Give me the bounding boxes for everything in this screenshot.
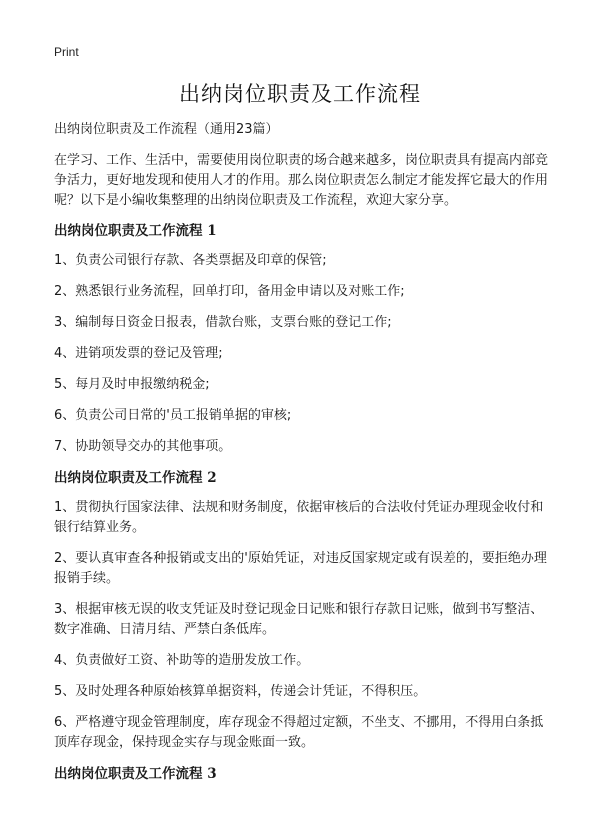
section-heading: 出纳岗位职责及工作流程 2 bbox=[54, 470, 217, 486]
document-body bbox=[54, 120, 548, 794]
list-item: 2、熟悉银行业务流程，回单打印，备用金申请以及对账工作; bbox=[54, 284, 405, 299]
page-title: 出纳岗位职责及工作流程 bbox=[179, 82, 421, 106]
document-subtitle: 出纳岗位职责及工作流程（通用23篇） bbox=[54, 122, 279, 137]
section-heading: 出纳岗位职责及工作流程 3 bbox=[54, 766, 217, 782]
list-item: 4、进销项发票的登记及管理; bbox=[54, 346, 223, 361]
list-item: 3、根据审核无误的收支凭证及时登记现金日记账和银行存款日记账，做到书写整洁、数字准确、日清月结、严禁白条低库。 bbox=[54, 602, 544, 637]
section-heading: 出纳岗位职责及工作流程 1 bbox=[54, 223, 217, 239]
section-2 bbox=[54, 468, 548, 753]
list-item: 1、负责公司银行存款、各类票据及印章的保管; bbox=[54, 253, 327, 268]
print-link[interactable]: Print bbox=[54, 45, 79, 59]
list-item: 6、严格遵守现金管理制度，库存现金不得超过定额，不坐支、不挪用，不得用白条抵顶库存现金，保持现金实存与现金账面一致。 bbox=[54, 715, 544, 750]
list-item: 5、及时处理各种原始核算单据资料，传递会计凭证，不得积压。 bbox=[54, 684, 427, 699]
list-item: 2、要认真审查各种报销或支出的'原始凭证，对违反国家规定或有误差的，要拒绝办理报销手续。 bbox=[54, 551, 547, 586]
list-item: 6、负责公司日常的'员工报销单据的审核; bbox=[54, 408, 292, 423]
section-3 bbox=[54, 764, 548, 784]
list-item: 1、贯彻执行国家法律、法规和财务制度，依据审核后的合法收付凭证办理现金收付和银行结算业务。 bbox=[54, 500, 544, 535]
intro-paragraph: 在学习、工作、生活中，需要使用岗位职责的场合越来越多，岗位职责具有提高内部竞争活力，更好地发现和使用人才的作用。那么岗位职责怎么制定才能发挥它最大的作用呢？以下是小编收集整理的出纳岗位职责及工作流程，欢迎大家分享。 bbox=[54, 153, 549, 208]
list-item: 3、编制每日资金日报表，借款台账，支票台账的登记工作; bbox=[54, 315, 392, 330]
list-item: 7、协助领导交办的其他事项。 bbox=[54, 439, 232, 454]
section-1 bbox=[54, 221, 548, 457]
list-item: 4、负责做好工资、补助等的造册发放工作。 bbox=[54, 653, 310, 668]
list-item: 5、每月及时申报缴纳税金; bbox=[54, 377, 210, 392]
